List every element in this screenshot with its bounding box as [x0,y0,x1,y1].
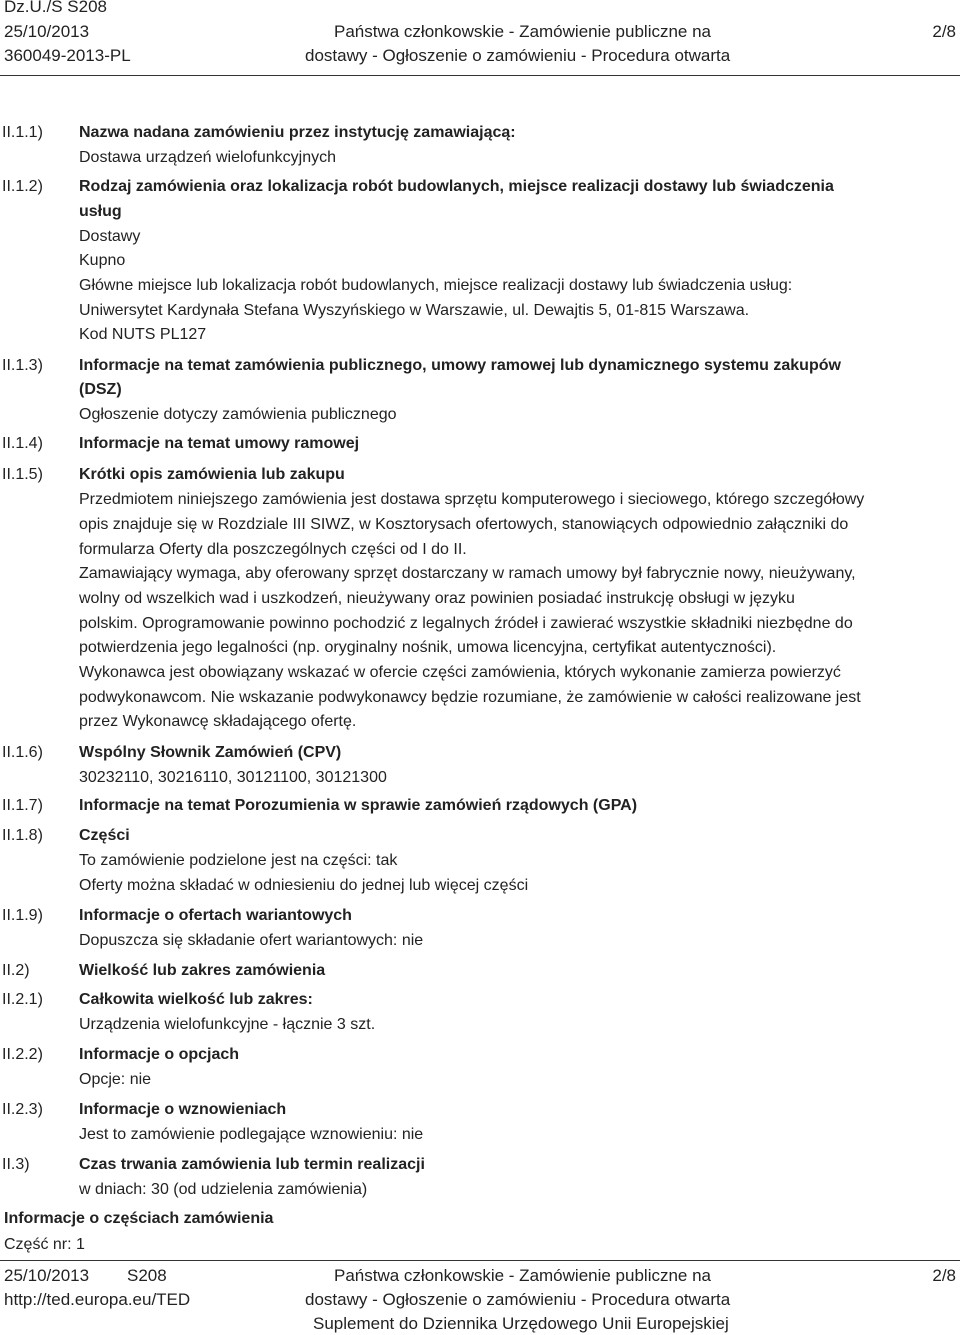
section-number: II.1.8) [2,827,43,844]
section-heading: Wspólny Słownik Zamówień (CPV) [79,744,342,761]
section-number: II.2) [2,962,30,979]
section-number: II.1.3) [2,357,43,374]
section-number: II.1.6) [2,744,43,761]
footer-page-number: 2/8 [932,1266,956,1285]
section-heading: Informacje na temat Porozumienia w sprawie zamówień rządowych (GPA) [79,797,638,814]
section-heading: usług [79,203,122,220]
section-number: II.1.5) [2,466,43,483]
place-label: Główne miejsce lub lokalizacja robót budowlanych, miejsce realizacji dostawy lub świadczenia usług: [79,277,793,294]
footer-title-line3: Suplement do Dziennika Urzędowego Unii Europejskiej [313,1314,729,1333]
total-quantity: Urządzenia wielofunkcyjne - łącznie 3 szt. [79,1016,376,1033]
section-heading: (DSZ) [79,381,122,398]
footer-divider [0,1260,960,1261]
section-heading: Informacje na temat zamówienia publicznego, umowy ramowej lub dynamicznego systemu zakupów [79,357,841,374]
lots-divided: To zamówienie podzielone jest na części: tak [79,852,398,869]
footer-journal: S208 [127,1266,167,1285]
header-title-line2: dostawy - Ogłoszenie o zamówieniu - Procedura otwarta [305,46,731,65]
section-heading: Całkowita wielkość lub zakres: [79,991,313,1008]
header-page-number: 2/8 [932,22,956,41]
section-number: II.2.2) [2,1046,43,1063]
section-heading: Informacje o ofertach wariantowych [79,907,352,924]
header-date: 25/10/2013 [4,22,90,41]
section-heading: Wielkość lub zakres zamówienia [79,962,326,979]
section-heading: Części [79,827,130,844]
description-line: opis znajduje się w Rozdziale III SIWZ, w Kosztorysach ofertowych, stanowiących odpowiednio załączniki do [79,516,849,533]
lot-number: Część nr: 1 [4,1236,85,1253]
section-heading: Czas trwania zamówienia lub termin realizacji [79,1156,425,1173]
description-line: przez Wykonawcę składającego ofertę. [79,713,357,730]
notice-type: Ogłoszenie dotyczy zamówienia publicznego [79,406,397,423]
section-number: II.2.1) [2,991,43,1008]
description-line: polskim. Oprogramowanie powinno pochodzić z legalnych źródeł i zawierać wszystkie składniki niezbędne do [79,615,853,632]
description-line: wolny od wszelkich wad i uszkodzeń, nieużywany oraz powinien posiadać instrukcję obsługi w języku [79,590,795,607]
cpv-codes: 30232110, 30216110, 30121100, 30121300 [79,769,387,786]
contract-title: Dostawa urządzeń wielofunkcyjnych [79,149,337,166]
section-number: II.1.7) [2,797,43,814]
duration-value: w dniach: 30 (od udzielenia zamówienia) [79,1181,368,1198]
footer-date: 25/10/2013 [4,1266,90,1285]
footer-title-line2: dostawy - Ogłoszenie o zamówieniu - Procedura otwarta [305,1290,731,1309]
contract-subtype: Kupno [79,252,126,269]
section-number: II.1.9) [2,907,43,924]
header-title-line1: Państwa członkowskie - Zamówienie publiczne na [334,22,712,41]
section-heading: Nazwa nadana zamówieniu przez instytucję zamawiającą: [79,124,516,141]
lots-tender-scope: Oferty można składać w odniesieniu do jednej lub więcej części [79,877,529,894]
place-value: Uniwersytet Kardynała Stefana Wyszyńskiego w Warszawie, ul. Dewajtis 5, 01-815 Warszawa. [79,302,750,319]
section-heading: Rodzaj zamówienia oraz lokalizacja robót budowlanych, miejsce realizacji dostawy lub świadczenia [79,178,834,195]
description-line: Wykonawca jest obowiązany wskazać w ofercie części zamówienia, których wykonanie zamierza powierzyć [79,664,841,681]
description-line: Przedmiotem niniejszego zamówienia jest dostawa sprzętu komputerowego i sieciowego, którego szczegółowy [79,491,865,508]
section-heading: Krótki opis zamówienia lub zakupu [79,466,345,483]
footer-title-line1: Państwa członkowskie - Zamówienie publiczne na [334,1266,712,1285]
section-number: II.1.2) [2,178,43,195]
section-number: II.3) [2,1156,30,1173]
options-value: Opcje: nie [79,1071,152,1088]
section-heading: Informacje na temat umowy ramowej [79,435,360,452]
footer-url-link[interactable]: http://ted.europa.eu/TED [4,1290,191,1309]
description-line: potwierdzenia jego legalności (np. oryginalny nośnik, umowa licencyjna, certyfikat autentyczności). [79,639,777,656]
section-heading: Informacje o opcjach [79,1046,240,1063]
header-journal: Dz.U./S S208 [4,0,107,16]
header-divider [0,75,960,76]
contract-type: Dostawy [79,228,141,245]
description-line: podwykonawcom. Nie wskazanie podwykonawcy będzie rozumiane, że zamówienie w całości realizowane jest [79,689,861,706]
description-line: formularza Oferty dla poszczególnych części od I do II. [79,541,467,558]
section-heading: Informacje o wznowieniach [79,1101,287,1118]
variants-value: Dopuszcza się składanie ofert wariantowych: nie [79,932,424,949]
section-number: II.1.4) [2,435,43,452]
lots-info-heading: Informacje o częściach zamówienia [4,1210,274,1227]
header-reference: 360049-2013-PL [4,46,131,65]
nuts-code: Kod NUTS PL127 [79,326,207,343]
section-number: II.1.1) [2,124,43,141]
description-line: Zamawiający wymaga, aby oferowany sprzęt dostarczany w ramach umowy był fabrycznie nowy, nieużywany, [79,565,856,582]
renewals-value: Jest to zamówienie podlegające wznowieniu: nie [79,1126,424,1143]
section-number: II.2.3) [2,1101,43,1118]
